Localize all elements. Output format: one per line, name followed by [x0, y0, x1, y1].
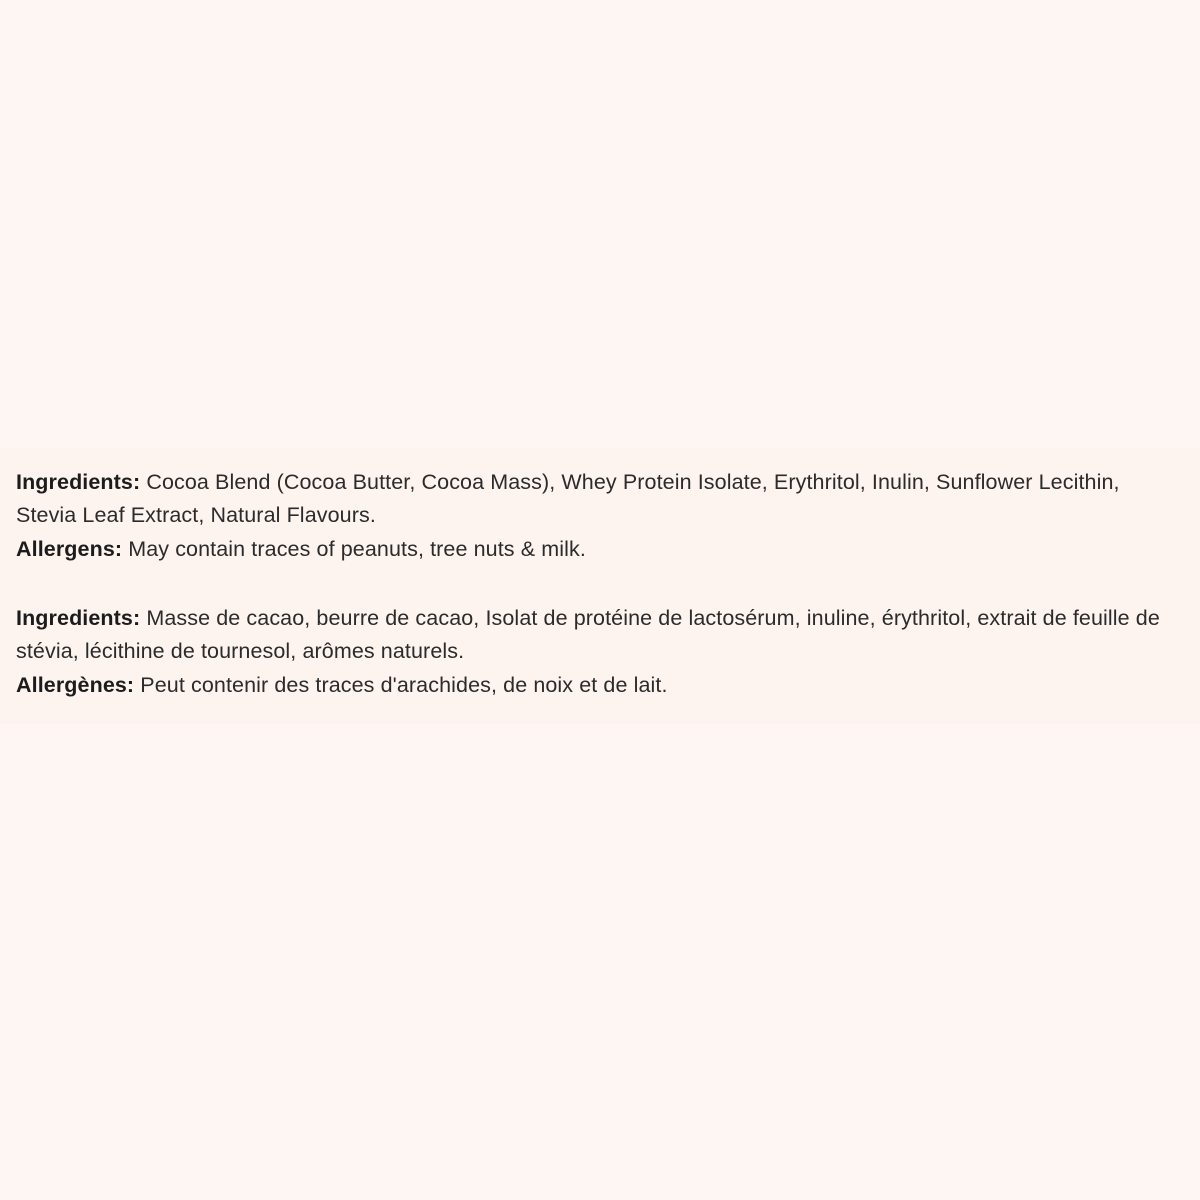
- french-ingredients-label: Ingredients:: [16, 606, 141, 631]
- english-allergens-paragraph: [16, 533, 1184, 566]
- french-allergens-text: Peut contenir des traces d'arachides, de noix et de lait.: [134, 673, 668, 698]
- english-ingredients-label: Ingredients:: [16, 470, 141, 494]
- english-ingredients-text: Cocoa Blend (Cocoa Butter, Cocoa Mass), Whey Protein Isolate, Erythritol, Inulin, Sunflower Lecithin, Stevia Leaf Extract, Natural Flavours.: [16, 470, 1120, 527]
- english-allergens-label: Allergens:: [16, 537, 123, 562]
- english-allergens-text: May contain traces of peanuts, tree nuts & milk.: [122, 537, 586, 562]
- french-allergens-label: Allergènes:: [16, 673, 135, 698]
- ingredients-panel: [0, 448, 1200, 724]
- french-ingredients-paragraph: [16, 602, 1184, 667]
- french-allergens-paragraph: [16, 669, 1184, 702]
- french-ingredients-text: Masse de cacao, beurre de cacao, Isolat de protéine de lactosérum, inuline, érythritol, extrait de feuille de stévia, lécithine de tournesol, arômes naturels.: [16, 606, 1160, 663]
- english-ingredients-paragraph: [16, 466, 1184, 531]
- english-block: [16, 466, 1184, 566]
- french-block: [16, 602, 1184, 702]
